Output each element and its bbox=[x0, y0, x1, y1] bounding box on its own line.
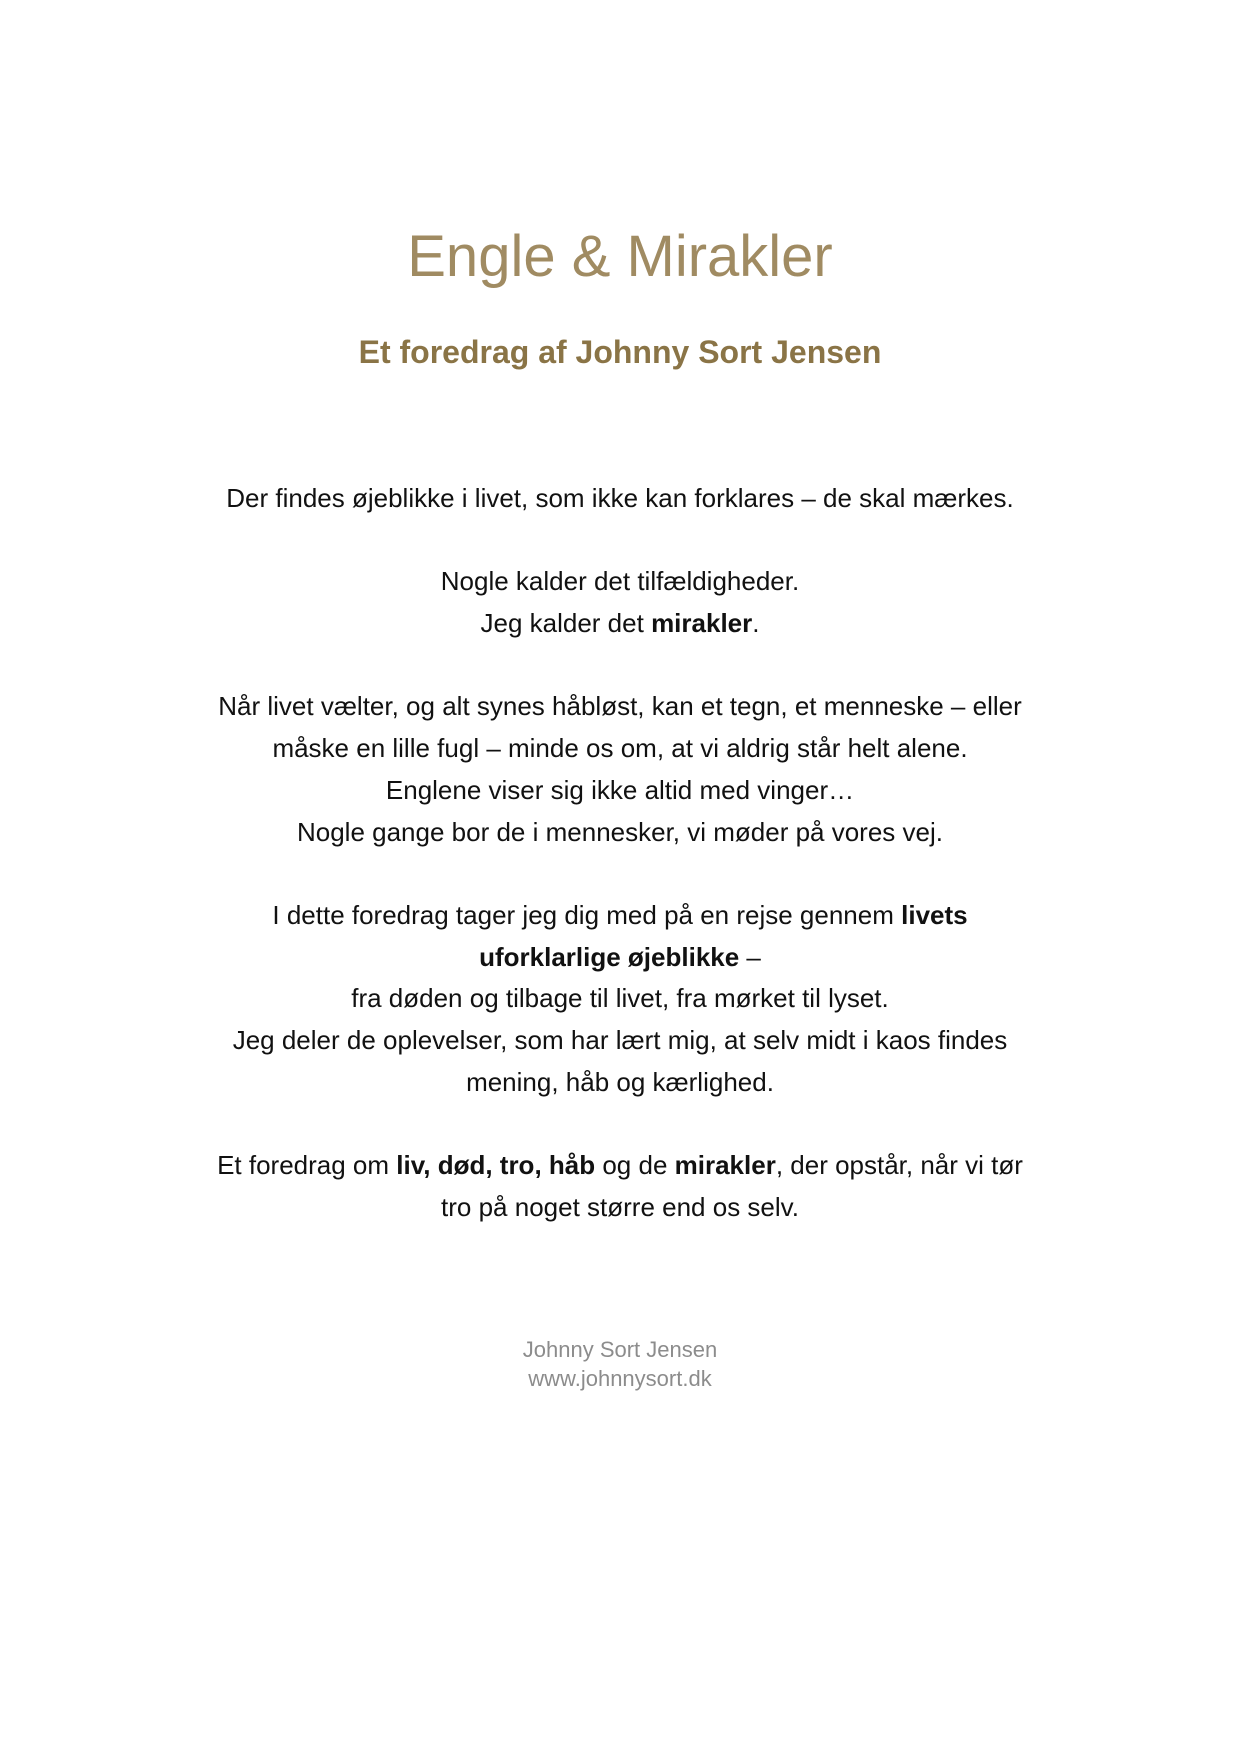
text-run: , der opstår, når vi tør bbox=[775, 1150, 1023, 1181]
paragraph-3 bbox=[170, 686, 1070, 853]
document-title: Engle & Mirakler bbox=[407, 224, 833, 289]
paragraph-1 bbox=[170, 478, 1070, 520]
bold-text-run: livets bbox=[901, 899, 968, 930]
paragraph-5 bbox=[170, 1145, 1070, 1228]
paragraph-4-line-3: fra døden og tilbage til livet, fra mørket til lyset. bbox=[351, 983, 889, 1014]
paragraph-3-line-3: Englene viser sig ikke altid med vinger… bbox=[385, 774, 855, 805]
text-run: – bbox=[739, 941, 761, 972]
text-run: Jeg kalder det bbox=[480, 608, 652, 639]
footer bbox=[0, 1335, 1240, 1393]
bold-text-run: mirakler bbox=[651, 608, 753, 639]
paragraph-5-line-2: tro på noget større end os selv. bbox=[441, 1191, 799, 1222]
paragraph-4 bbox=[170, 895, 1070, 1104]
footer-website-link[interactable]: www.johnnysort.dk bbox=[528, 1366, 712, 1391]
paragraph-3-line-1: Når livet vælter, og alt synes håbløst, kan et tegn, et menneske – eller bbox=[218, 691, 1022, 722]
text-run: og de bbox=[595, 1150, 675, 1181]
text-run: . bbox=[752, 608, 760, 639]
bold-text-run: mirakler bbox=[674, 1150, 776, 1181]
document-subtitle: Et foredrag af Johnny Sort Jensen bbox=[358, 334, 882, 370]
paragraph-4-line-1 bbox=[170, 895, 1070, 937]
bold-text-run: uforklarlige øjeblikke bbox=[479, 941, 740, 972]
paragraph-3-line-2: måske en lille fugl – minde os om, at vi aldrig står helt alene. bbox=[272, 733, 968, 764]
paragraph-5-line-1 bbox=[170, 1145, 1070, 1187]
paragraph-1-line-1: Der findes øjeblikke i livet, som ikke kan forklares – de skal mærkes. bbox=[226, 483, 1014, 513]
text-run: Et foredrag om bbox=[217, 1150, 397, 1181]
paragraph-3-line-4: Nogle gange bor de i mennesker, vi møder på vores vej. bbox=[296, 816, 943, 847]
text-run: I dette foredrag tager jeg dig med på en rejse gennem bbox=[272, 899, 902, 930]
paragraph-4-line-4: Jeg deler de oplevelser, som har lært mig, at selv midt i kaos findes bbox=[232, 1025, 1008, 1056]
paragraph-2-line-1: Nogle kalder det tilfældigheder. bbox=[440, 566, 800, 597]
bold-text-run: liv, død, tro, håb bbox=[396, 1150, 596, 1181]
paragraph-2 bbox=[170, 561, 1070, 644]
body-text bbox=[170, 478, 1070, 1270]
paragraph-4-line-5: mening, håb og kærlighed. bbox=[466, 1066, 774, 1097]
paragraph-2-line-2 bbox=[170, 603, 1070, 645]
paragraph-4-line-2 bbox=[170, 937, 1070, 979]
footer-author-name: Johnny Sort Jensen bbox=[522, 1337, 718, 1362]
